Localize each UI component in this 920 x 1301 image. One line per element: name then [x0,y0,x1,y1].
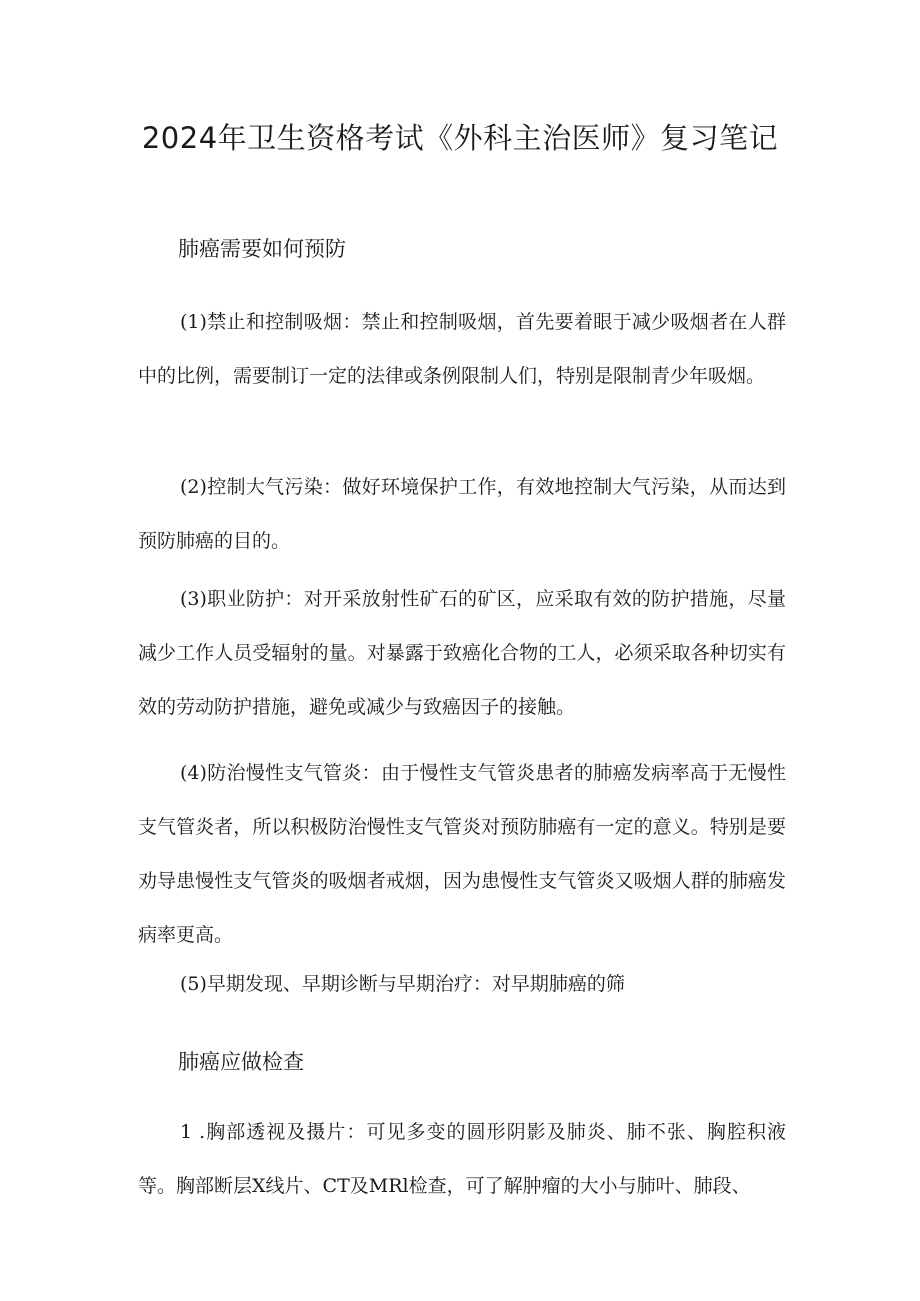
section-heading-lung-cancer-examinations: 肺癌应做检查 [178,1050,304,1074]
section-heading-lung-cancer-prevention: 肺癌需要如何预防 [178,237,346,261]
paragraph-chronic-bronchitis: (4)防治慢性支气管炎：由于慢性支气管炎患者的肺癌发病率高于无慢性支气管炎者，所以积极防治慢性支气管炎对预防肺癌有一定的意义。特别是要劝导患慢性支气管炎的吸烟者戒烟，因为患慢性支气管炎又吸烟人群的肺癌发病率更高。 [138,762,786,946]
document-title: 2024年卫生资格考试《外科主治医师》复习笔记 [141,121,779,155]
paragraph-smoking-control: (1)禁止和控制吸烟：禁止和控制吸烟，首先要着眼于减少吸烟者在人群中的比例，需要制订一定的法律或条例限制人们，特别是限制青少年吸烟。 [138,311,786,387]
paragraph-chest-imaging: 1 .胸部透视及摄片：可见多变的圆形阴影及肺炎、肺不张、胸腔积液等。胸部断层X线片、CT及MRl检查，可了解肿瘤的大小与肺叶、肺段、 [138,1121,786,1197]
paragraph-occupational-protection: (3)职业防护：对开采放射性矿石的矿区，应采取有效的防护措施，尽量减少工作人员受辐射的量。对暴露于致癌化合物的工人，必须采取各种切实有效的劳动防护措施，避免或减少与致癌因子的接触。 [138,588,786,718]
paragraph-early-detection: (5)早期发现、早期诊断与早期治疗：对早期肺癌的筛 [180,973,625,995]
paragraph-air-pollution-control: (2)控制大气污染：做好环境保护工作，有效地控制大气污染，从而达到预防肺癌的目的。 [138,476,786,552]
